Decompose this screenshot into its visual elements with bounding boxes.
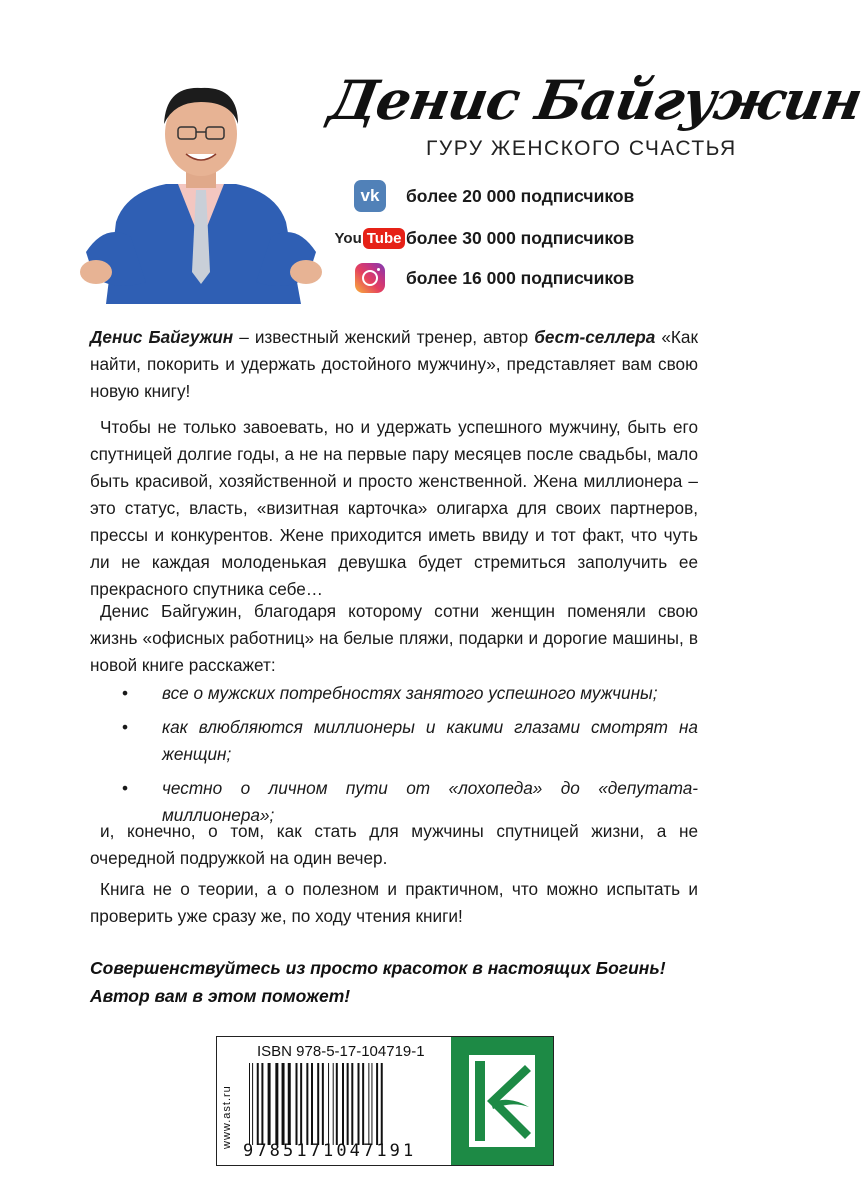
barcode-bar: [351, 1063, 353, 1145]
closing-statement: [90, 954, 710, 1010]
barcode-bar: [322, 1063, 324, 1145]
author-photo: [86, 72, 316, 304]
lead-part1: – известный женский тренер, автор: [233, 327, 535, 347]
barcode-bar: [317, 1063, 319, 1145]
barcode-bar: [288, 1063, 291, 1145]
closing-line-2: Автор вам в этом поможет!: [90, 986, 351, 1006]
barcode-bar: [249, 1063, 250, 1145]
barcode-bar: [311, 1063, 313, 1145]
lead-part2: «Как найти, покорить и удержать достойного мужчину», представляет вам свою новую книгу!: [90, 327, 699, 401]
paragraph-2: Денис Байгужин, благодаря которому сотни женщин поменяли свою жизнь «офисных работниц» на белые пляжи, подарки и дорогие машины, в новой книге расскажет:: [90, 601, 698, 675]
bullet-list: [122, 680, 698, 836]
barcode-bar: [296, 1063, 298, 1145]
barcode-bar: [342, 1063, 344, 1145]
lead-author: Денис Байгужин: [90, 327, 234, 347]
social-row-youtube: [334, 218, 635, 258]
vk-icon: vk: [354, 180, 386, 212]
vk-subscribers: более 20 000 подписчиков: [406, 185, 635, 206]
barcode-bars: [249, 1063, 445, 1145]
barcode-bar: [268, 1063, 271, 1145]
barcode-block: [216, 1036, 554, 1166]
author-name-script: Денис Байгужин: [324, 68, 867, 132]
barcode-bar: [282, 1063, 285, 1145]
barcode-bar: [362, 1063, 364, 1145]
barcode-bar: [328, 1063, 329, 1145]
closing-line-1: Совершенствуйтесь из просто красоток в настоящих Богинь!: [90, 958, 666, 978]
paragraph-4: Книга не о теории, а о полезном и практичном, что можно испытать и проверить уже сразу же, по ходу чтения книги!: [90, 879, 698, 926]
barcode-bar: [371, 1063, 372, 1145]
paragraph-1: Чтобы не только завоевать, но и удержать успешного мужчину, быть его спутницей долгие годы, а не на первые пару месяцев после свадьбы, мало быть красивой, хозяйственной и просто женственной. Жена миллионера – это статус, власть, «визитная карточка» олигарха для своих партнеров, прессы и конкурентов. Жене приходится иметь ввиду и тот факт, что чуть ли не каждая молоденькая девушка будет стремиться заполучить ее прекрасного спутника себе…: [90, 417, 698, 599]
publisher-website: www.ast.ru: [221, 1085, 233, 1149]
tagline: ГУРУ ЖЕНСКОГО СЧАСТЬЯ: [426, 137, 737, 160]
lead-paragraph: [90, 324, 698, 405]
publisher-logo: [451, 1037, 553, 1165]
barcode-bar: [333, 1063, 334, 1145]
barcode-bar: [381, 1063, 383, 1145]
barcode-bar: [358, 1063, 360, 1145]
list-item: • как влюбляются миллионеры и какими глазами смотрят на женщин;: [122, 714, 698, 768]
barcode-bar: [376, 1063, 378, 1145]
barcode-bar: [275, 1063, 278, 1145]
barcode-bar: [252, 1063, 253, 1145]
paragraph-3: и, конечно, о том, как стать для мужчины спутницей жизни, а не очередной подружкой на один вечер.: [90, 821, 698, 868]
social-row-instagram: [340, 258, 634, 298]
barcode-bar: [336, 1063, 338, 1145]
youtube-icon: You Tube: [335, 228, 406, 249]
barcode-bar: [261, 1063, 263, 1145]
barcode-bar: [347, 1063, 349, 1145]
barcode-bar: [300, 1063, 302, 1145]
youtube-subscribers: более 30 000 подписчиков: [406, 227, 635, 248]
isbn-number: ISBN 978-5-17-104719-1: [257, 1043, 425, 1060]
social-row-vk: [340, 176, 634, 216]
list-item: • честно о личном пути от «лохопеда» до «депутата-миллионера»;: [122, 775, 698, 829]
lead-bestseller: бест-селлера: [534, 327, 656, 347]
barcode-bar: [368, 1063, 369, 1145]
barcode-bar: [306, 1063, 308, 1145]
barcode-bar: [257, 1063, 259, 1145]
ean-digits: 9785171047191: [243, 1141, 417, 1161]
instagram-icon: [355, 263, 385, 293]
instagram-subscribers: более 16 000 подписчиков: [406, 267, 635, 288]
list-item: • все о мужских потребностях занятого успешного мужчины;: [122, 680, 698, 707]
